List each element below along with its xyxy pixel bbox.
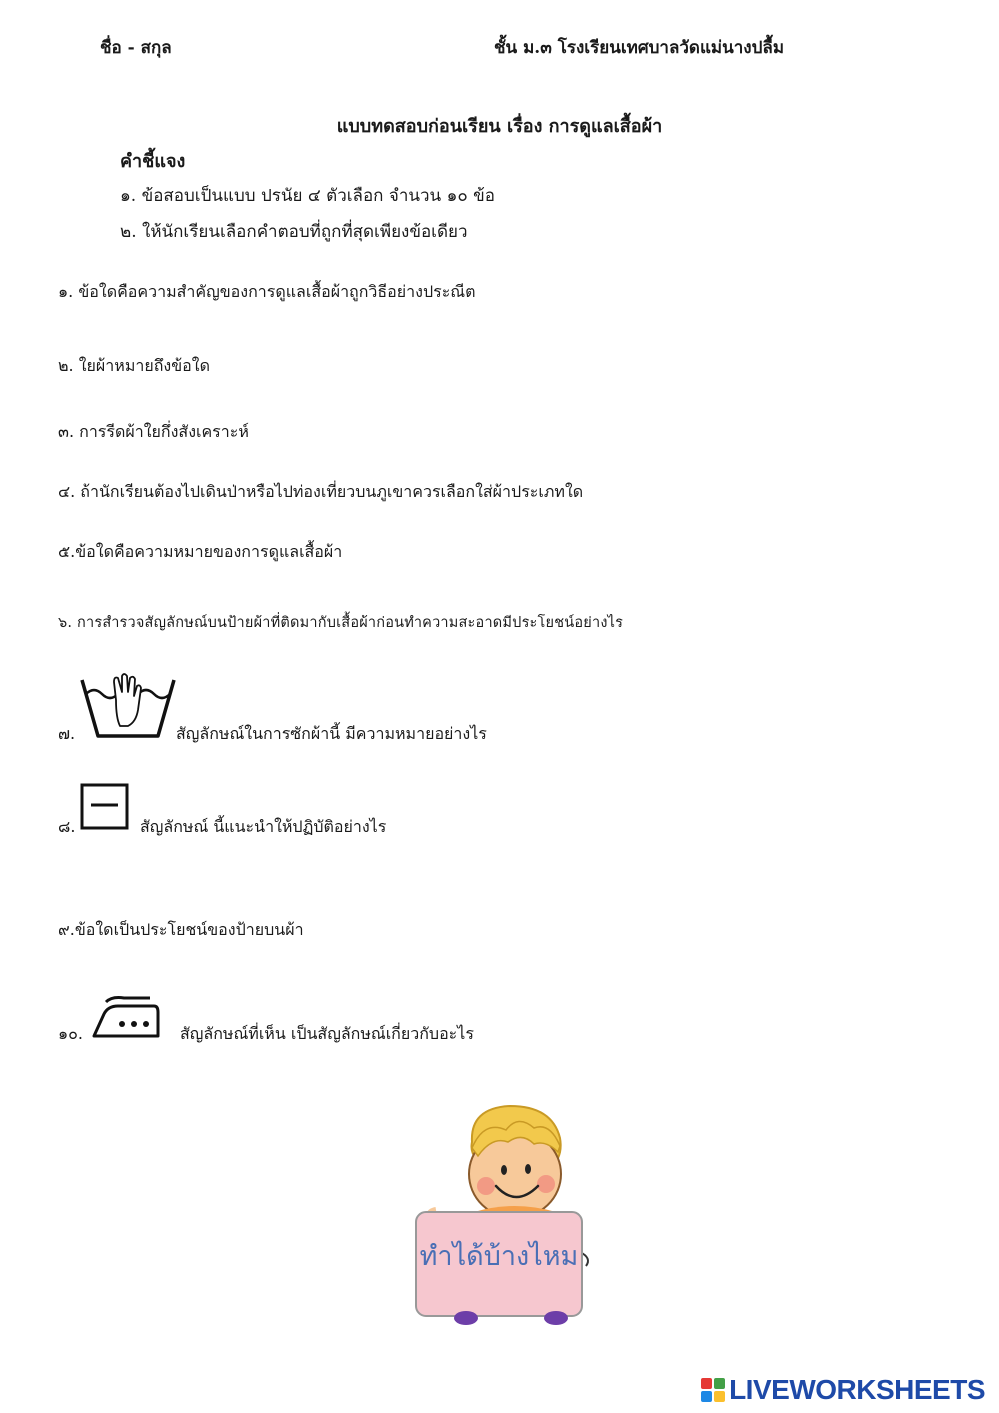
question-8-number: ๘. [58,817,76,836]
dry-flat-icon [80,783,130,831]
question-8-text: สัญลักษณ์ นี้แนะนำให้ปฏิบัติอย่างไร [140,817,387,836]
question-7-text: สัญลักษณ์ในการซักผ้านี้ มีความหมายอย่างไร [176,724,487,743]
question-text: การรีดผ้าใยกึ่งสังเคราะห์ [79,422,249,441]
question-number: ๓. [58,422,75,441]
question-text: การสำรวจสัญลักษณ์บนป้ายผ้าที่ติดมากับเสื้อผ้าก่อนทำความสะอาดมีประโยชน์อย่างไร [77,615,624,631]
question-10-text: สัญลักษณ์ที่เห็น เป็นสัญลักษณ์เกี่ยวกับอะไร [180,1024,474,1043]
liveworksheets-logo-mark-icon [701,1378,725,1402]
liveworksheets-logo [701,1374,985,1406]
question-number: ๔. [58,482,76,501]
question-number: ๒. [58,356,74,375]
question-6 [58,611,623,634]
question-5 [58,540,342,565]
iron-high-heat-icon [90,992,162,1040]
question-3 [58,420,249,445]
question-text: ถ้านักเรียนต้องไปเดินป่าหรือไปท่องเที่ยวบนภูเขาควรเลือกใส่ผ้าประเภทใด [80,482,584,501]
question-10-number: ๑๐. [58,1024,84,1043]
question-text: ข้อใดเป็นประโยชน์ของป้ายบนผ้า [74,920,304,939]
question-text: ข้อใดคือความสำคัญของการดูแลเสื้อผ้าถูกวิธีอย่างประณีต [78,282,476,301]
liveworksheets-logo-text: LIVEWORKSHEETS [729,1374,985,1405]
question-7-number: ๗. [58,724,76,743]
question-text: ข้อใดคือความหมายของการดูแลเสื้อผ้า [75,542,343,561]
question-number: ๑. [58,282,74,301]
question-number: ๖. [58,615,73,631]
question-number: ๙. [58,920,75,939]
boy-holding-sign-icon [410,1100,600,1325]
question-4 [58,480,583,505]
instructions-heading: คำชี้แจง [120,151,186,172]
instruction-item: ๒. ให้นักเรียนเลือกคำตอบที่ถูกที่สุดเพียงข้อเดียว [120,222,468,242]
question-2 [58,354,210,379]
hand-wash-icon [80,672,176,740]
class-school-label: ชั้น ม.๓ โรงเรียนเทศบาลวัดแม่นางปลื้ม [494,38,785,58]
question-9 [58,918,304,943]
sign-text: ทำได้บ้างไหม [419,1241,579,1271]
question-1 [58,280,476,305]
name-label: ชื่อ - สกุล [100,38,172,58]
instruction-item: ๑. ข้อสอบเป็นแบบ ปรนัย ๔ ตัวเลือก จำนวน ๑๐ ข้อ [120,186,495,206]
question-text: ใยผ้าหมายถึงข้อใด [78,356,210,375]
question-number: ๕. [58,542,76,561]
page-title: แบบทดสอบก่อนเรียน เรื่อง การดูแลเสื้อผ้า [336,116,663,137]
